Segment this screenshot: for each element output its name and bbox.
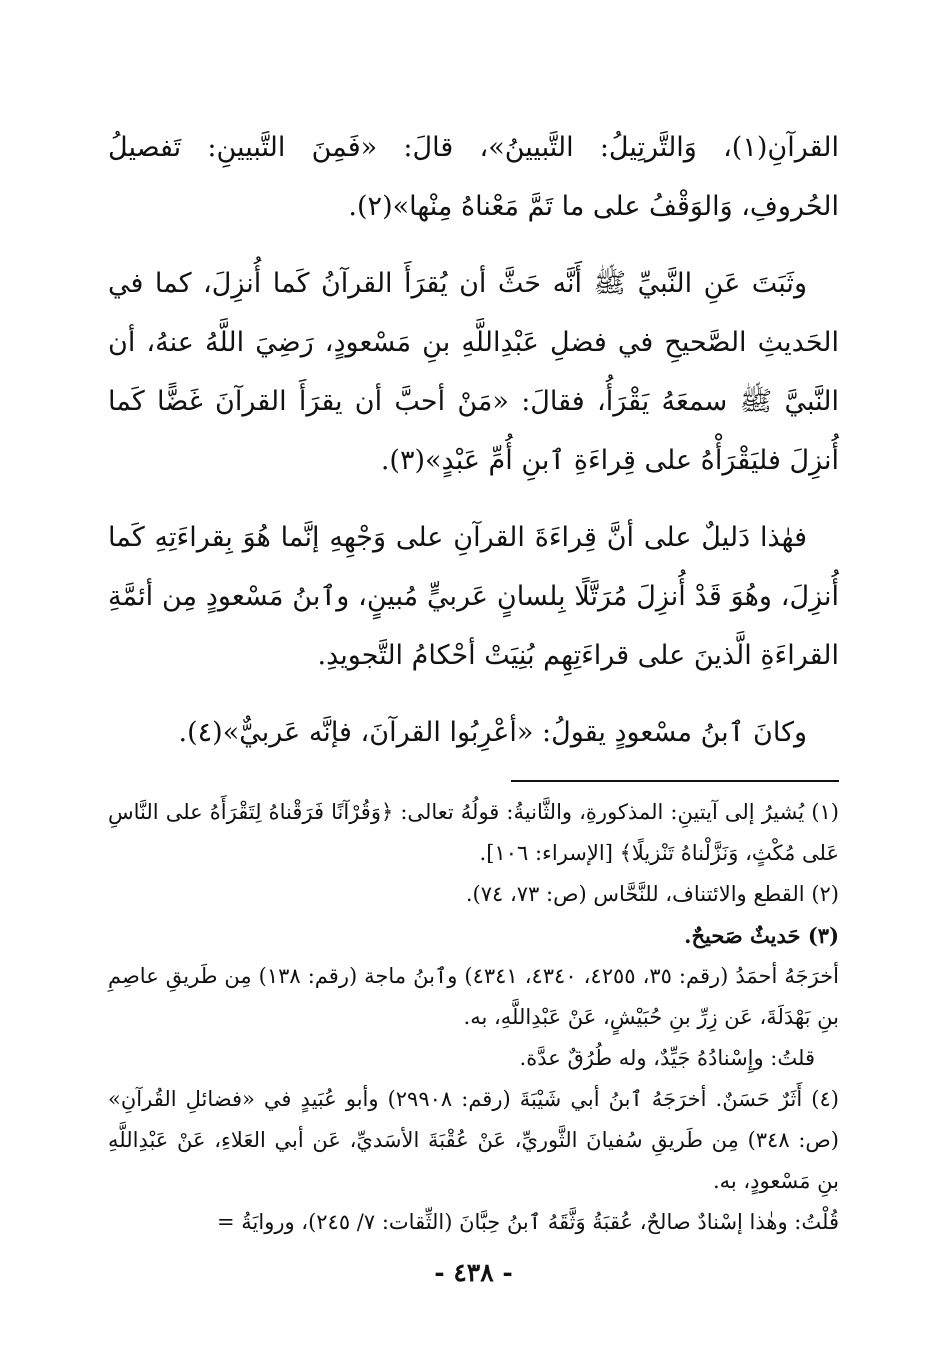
body-paragraph: القرآنِ(١)، وَالتَّرتِيلُ: التَّبيينُ»، قالَ: «فَمِنَ التَّبيينِ: تَفصيلُ الحُروفِ، وَالوَقْفُ على ما تَمَّ مَعْناهُ مِنْها»(٢). <box>108 132 839 222</box>
footnote-separator <box>511 780 839 782</box>
footnote: (٣) حَديثٌ صَحيحٌ. <box>684 923 839 948</box>
footnotes <box>108 792 839 1243</box>
footnote: قُلْتُ: وهٰذا إسْنادٌ صالحٌ، عُقبَةُ وَثَّقَهُ ٱبنُ حِبَّانَ (الثِّقات: ٧/ ٢٤٥)، وروايَةُ = <box>216 1210 839 1234</box>
main-text <box>108 118 839 762</box>
footnote: قلتُ: وإِسْنادُهُ جَيِّدٌ، وله طُرُقٌ عدَّة. <box>519 1046 815 1070</box>
footnote: أخرَجَهُ أحمَدُ (رقم: ٣٥، ٤٢٥٥، ٤٣٤٠، ٤٣٤١) وٱبنُ ماجة (رقم: ١٣٨) مِن طَريقِ عاصِمِ بنِ بَهْدَلَةَ، عَن زِرِّ بنِ حُبَيْشٍ، عَنْ عَبْدِاللَّهِ، به. <box>108 964 840 1029</box>
footnote: (١) يُشيرُ إلى آيتينِ: المذكورةِ، والثَّانيةُ: قولُهُ تعالى: ﴿وَقُرْآنًا فَرَقْناهُ لِتَقْرَأَهُ على النَّاسِ عَلى مُكْثٍ، وَنَزَّلْناهُ تَنْزيلًا﴾ [الإسراء: ١٠٦]. <box>108 800 839 865</box>
body-paragraph: فهٰذا دَليلٌ على أنَّ قِراءَةَ القرآنِ على وَجْهِهِ إنَّما هُوَ بِقراءَتِهِ كَما أُنزِلَ، وهُوَ قَدْ أُنزِلَ مُرَتَّلًا بِلسانٍ عَربيٍّ مُبينٍ، وٱبنُ مَسْعودٍ مِن أئمَّةِ القراءَةِ الَّذينَ على قراءَتِهِم بُنِيَتْ أحْكامُ التَّجويدِ. <box>108 522 839 671</box>
footnote: (٢) القطع والائتناف، للنَّحَّاس (ص: ٧٣، ٧٤). <box>465 882 839 906</box>
footnote: (٤) أَثَرٌ حَسَنٌ. أخرَجَهُ ٱبنُ أبي شَيْبَةَ (رقم: ٢٩٩٠٨) وأبو عُبَيدٍ في «فضائلِ القُرآنِ» (ص: ٣٤٨) مِن طَريقِ سُفيانَ الثَّوريِّ، عَنْ عُقْبَةَ الأسَديِّ، عَن أبي العَلاءِ، عَنْ عَبْدِاللَّهِ بنِ مَسْعودٍ، به. <box>108 1087 839 1193</box>
body-paragraph: وثَبَتَ عَنِ النَّبيِّ ﷺ أَنَّه حَثَّ أن يُقرَأَ القرآنُ كَما أُنزِلَ، كما في الحَديثِ الصَّحيحِ في فضلِ عَبْدِاللَّهِ بنِ مَسْعودٍ، رَضِيَ اللَّهُ عنهُ، أن النَّبيَّ ﷺ سمعَهُ يَقْرَأُ، فقالَ: «مَنْ أحبَّ أن يقرَأَ القرآنَ غَضًّا كَما أُنزِلَ فليَقْرَأْهُ على قِراءَةِ ٱبنِ أُمِّ عَبْدٍ»(٣). <box>108 268 840 476</box>
body-paragraph: وكانَ ٱبنُ مسْعودٍ يقولُ: «أعْرِبُوا القرآنَ، فإنَّه عَربيٌّ»(٤). <box>178 717 807 748</box>
page-number: - ٤٣٨ - <box>434 1258 513 1287</box>
